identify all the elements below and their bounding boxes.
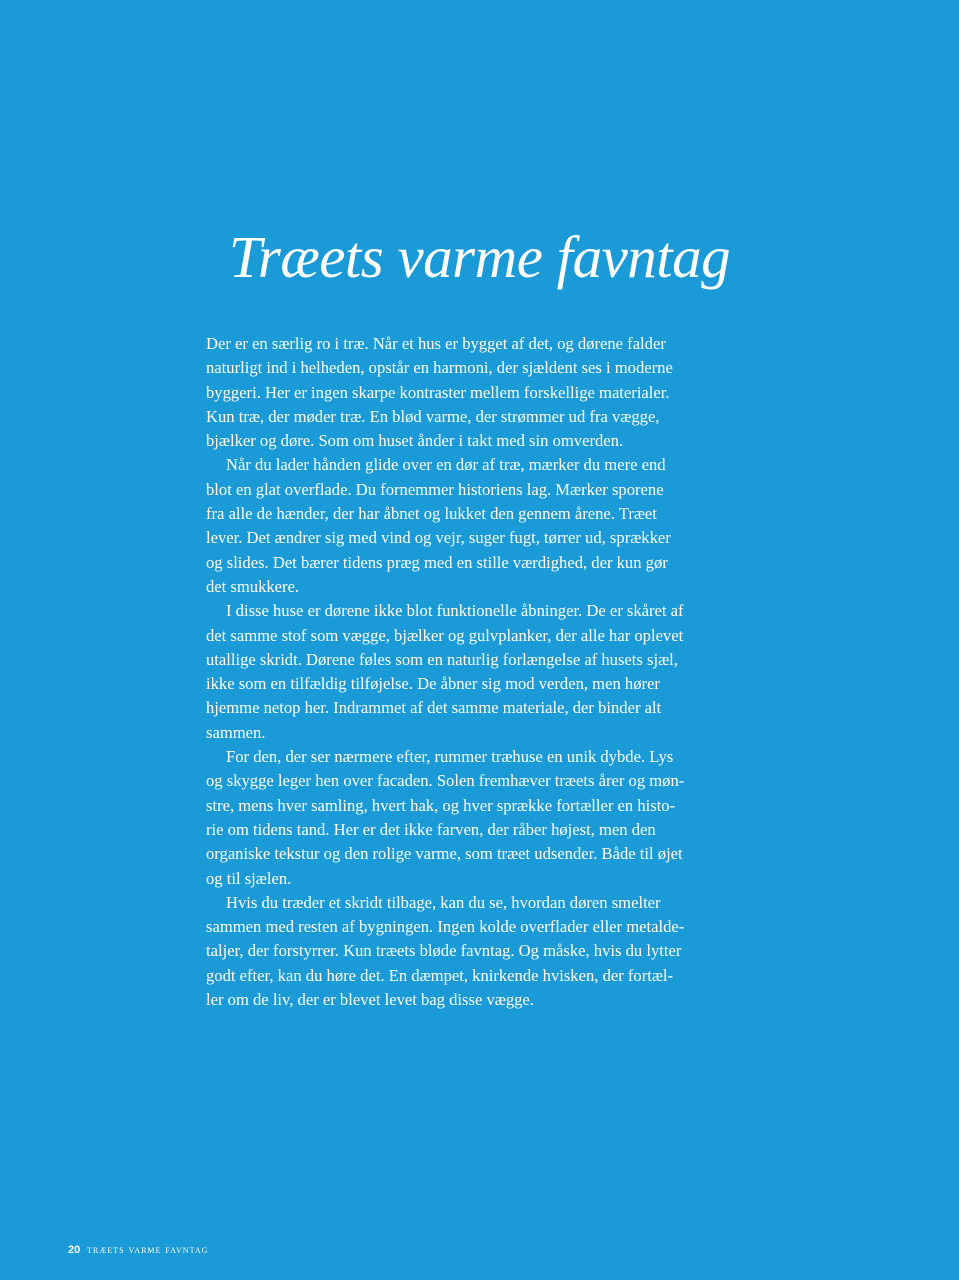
body-line: fra alle de hænder, der har åbnet og lukket den gennem årene. Træet [206, 504, 657, 524]
page-title: Træets varme favntag [228, 224, 731, 290]
body-line: byggeri. Her er ingen skarpe kontraster mellem forskellige materialer. [206, 382, 670, 402]
article-body [206, 332, 750, 1012]
body-line: Hvis du træder et skridt tilbage, kan du se, hvordan døren smelter [226, 892, 661, 912]
body-line: sammen med resten af bygningen. Ingen kolde overflader eller metalde- [206, 917, 685, 937]
body-line: og til sjælen. [206, 868, 292, 888]
body-line: rie om tidens tand. Her er det ikke farven, der råber højest, men den [206, 819, 656, 839]
body-line: utallige skridt. Dørene føles som en naturlig forlængelse af husets sjæl, [206, 649, 678, 669]
body-line: det samme stof som vægge, bjælker og gulvplanker, der alle har oplevet [206, 625, 684, 645]
body-line: hjemme netop her. Indrammet af det samme materiale, der binder alt [206, 698, 662, 718]
body-line: og skygge leger hen over facaden. Solen fremhæver træets årer og møn- [206, 771, 685, 791]
body-line: ler om de liv, der er blevet levet bag disse vægge. [206, 990, 534, 1010]
body-line: og slides. Det bærer tidens præg med en stille værdighed, der kun gør [206, 552, 668, 572]
body-line: bjælker og døre. Som om huset ånder i takt med sin omverden. [206, 431, 624, 451]
running-head: træets varme favntag [87, 1242, 209, 1256]
body-line: blot en glat overflade. Du fornemmer historiens lag. Mærker sporene [206, 479, 664, 499]
body-line: taljer, der forstyrrer. Kun træets bløde favntag. Og måske, hvis du lytter [206, 941, 682, 961]
body-line: ikke som en tilfældig tilføjelse. De åbner sig mod verden, men hører [206, 674, 660, 694]
body-line: Kun træ, der møder træ. En blød varme, der strømmer ud fra vægge, [206, 406, 660, 426]
body-line: godt efter, kan du høre det. En dæmpet, knirkende hvisken, der fortæl- [206, 965, 674, 985]
body-line: det smukkere. [206, 576, 300, 596]
body-line: organiske tekstur og den rolige varme, som træet udsender. Både til øjet [206, 844, 683, 864]
body-line: sammen. [206, 722, 266, 742]
body-line: Når du lader hånden glide over en dør af træ, mærker du mere end [226, 455, 666, 475]
body-line: I disse huse er dørene ikke blot funktionelle åbninger. De er skåret af [226, 601, 684, 621]
body-line: naturligt ind i helheden, opstår en harmoni, der sjældent ses i moderne [206, 358, 673, 378]
body-line: lever. Det ændrer sig med vind og vejr, suger fugt, tørrer ud, sprækker [206, 528, 671, 548]
page-number: 20 [68, 1244, 81, 1256]
page-footer [68, 1242, 208, 1257]
body-line: Der er en særlig ro i træ. Når et hus er bygget af det, og dørene falder [206, 334, 666, 353]
body-line: For den, der ser nærmere efter, rummer træhuse en unik dybde. Lys [226, 747, 674, 767]
body-line: stre, mens hver samling, hvert hak, og hver sprække fortæller en histo- [206, 795, 676, 815]
